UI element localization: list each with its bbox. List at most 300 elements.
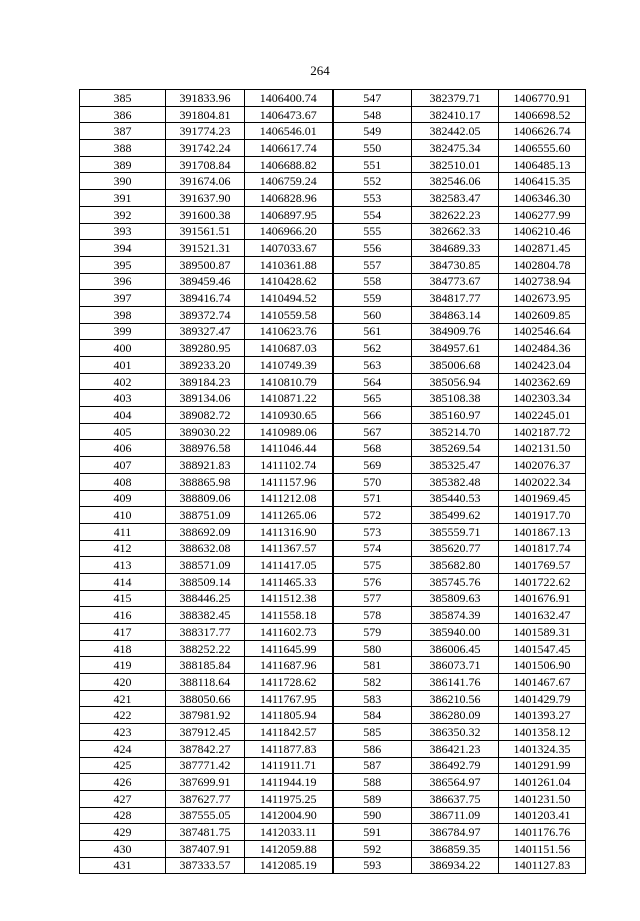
table-row (80, 690, 586, 707)
cell-y-coordinate: 1401547.45 (499, 640, 586, 657)
cell-x-coordinate: 388865.98 (166, 473, 245, 490)
cell-point-number: 581 (333, 657, 412, 674)
cell-x-coordinate: 388809.06 (166, 490, 245, 507)
cell-point-number: 424 (80, 740, 166, 757)
cell-point-number: 427 (80, 790, 166, 807)
cell-x-coordinate: 386006.45 (412, 640, 499, 657)
cell-point-number: 557 (333, 256, 412, 273)
cell-y-coordinate: 1410989.06 (245, 423, 333, 440)
cell-x-coordinate: 384817.77 (412, 290, 499, 307)
cell-x-coordinate: 389372.74 (166, 306, 245, 323)
table-row (80, 273, 586, 290)
cell-x-coordinate: 389184.23 (166, 373, 245, 390)
table-row (80, 173, 586, 190)
cell-y-coordinate: 1411157.96 (245, 473, 333, 490)
cell-y-coordinate: 1401291.99 (499, 757, 586, 774)
cell-x-coordinate: 384957.61 (412, 340, 499, 357)
cell-point-number: 389 (80, 156, 166, 173)
cell-x-coordinate: 382510.01 (412, 156, 499, 173)
cell-x-coordinate: 391774.23 (166, 123, 245, 140)
cell-point-number: 386 (80, 106, 166, 123)
table-row (80, 290, 586, 307)
cell-x-coordinate: 388446.25 (166, 590, 245, 607)
table-row (80, 807, 586, 824)
cell-point-number: 426 (80, 774, 166, 791)
cell-y-coordinate: 1402131.50 (499, 440, 586, 457)
table-row (80, 256, 586, 273)
cell-x-coordinate: 386859.35 (412, 840, 499, 857)
cell-y-coordinate: 1401358.12 (499, 724, 586, 741)
cell-point-number: 586 (333, 740, 412, 757)
cell-point-number: 568 (333, 440, 412, 457)
cell-point-number: 576 (333, 573, 412, 590)
cell-point-number: 398 (80, 306, 166, 323)
cell-point-number: 573 (333, 523, 412, 540)
cell-point-number: 391 (80, 190, 166, 207)
cell-x-coordinate: 385108.38 (412, 390, 499, 407)
cell-y-coordinate: 1411512.38 (245, 590, 333, 607)
cell-y-coordinate: 1401176.76 (499, 824, 586, 841)
cell-y-coordinate: 1406698.52 (499, 106, 586, 123)
cell-point-number: 577 (333, 590, 412, 607)
cell-point-number: 403 (80, 390, 166, 407)
cell-y-coordinate: 1406210.46 (499, 223, 586, 240)
cell-y-coordinate: 1411265.06 (245, 507, 333, 524)
cell-y-coordinate: 1401324.35 (499, 740, 586, 757)
cell-x-coordinate: 384773.67 (412, 273, 499, 290)
cell-y-coordinate: 1411212.08 (245, 490, 333, 507)
cell-y-coordinate: 1406400.74 (245, 90, 333, 107)
cell-y-coordinate: 1401867.13 (499, 523, 586, 540)
cell-y-coordinate: 1406759.24 (245, 173, 333, 190)
cell-y-coordinate: 1401817.74 (499, 540, 586, 557)
cell-x-coordinate: 386210.56 (412, 690, 499, 707)
coordinates-table-body (80, 90, 586, 874)
cell-point-number: 393 (80, 223, 166, 240)
cell-y-coordinate: 1406555.60 (499, 140, 586, 157)
table-row (80, 540, 586, 557)
cell-point-number: 588 (333, 774, 412, 791)
cell-x-coordinate: 385160.97 (412, 407, 499, 424)
cell-x-coordinate: 391561.51 (166, 223, 245, 240)
table-row (80, 473, 586, 490)
cell-y-coordinate: 1401676.91 (499, 590, 586, 607)
cell-x-coordinate: 386711.09 (412, 807, 499, 824)
cell-x-coordinate: 382622.23 (412, 206, 499, 223)
cell-x-coordinate: 385006.68 (412, 357, 499, 374)
cell-y-coordinate: 1401769.57 (499, 557, 586, 574)
table-row (80, 674, 586, 691)
cell-y-coordinate: 1412085.19 (245, 857, 333, 874)
cell-point-number: 429 (80, 824, 166, 841)
cell-x-coordinate: 387842.27 (166, 740, 245, 757)
cell-x-coordinate: 385440.53 (412, 490, 499, 507)
cell-x-coordinate: 386350.32 (412, 724, 499, 741)
table-row (80, 724, 586, 741)
cell-point-number: 574 (333, 540, 412, 557)
cell-y-coordinate: 1410494.52 (245, 290, 333, 307)
cell-y-coordinate: 1401231.50 (499, 790, 586, 807)
cell-y-coordinate: 1410361.88 (245, 256, 333, 273)
cell-point-number: 584 (333, 707, 412, 724)
cell-point-number: 592 (333, 840, 412, 857)
cell-y-coordinate: 1406473.67 (245, 106, 333, 123)
cell-y-coordinate: 1410930.65 (245, 407, 333, 424)
table-row (80, 440, 586, 457)
cell-point-number: 406 (80, 440, 166, 457)
cell-x-coordinate: 388692.09 (166, 523, 245, 540)
cell-y-coordinate: 1401203.41 (499, 807, 586, 824)
cell-point-number: 555 (333, 223, 412, 240)
cell-x-coordinate: 387333.57 (166, 857, 245, 874)
cell-point-number: 563 (333, 357, 412, 374)
cell-x-coordinate: 385382.48 (412, 473, 499, 490)
cell-x-coordinate: 386564.97 (412, 774, 499, 791)
cell-y-coordinate: 1406688.82 (245, 156, 333, 173)
cell-x-coordinate: 388509.14 (166, 573, 245, 590)
cell-point-number: 583 (333, 690, 412, 707)
table-row (80, 790, 586, 807)
cell-x-coordinate: 382410.17 (412, 106, 499, 123)
cell-point-number: 388 (80, 140, 166, 157)
table-row (80, 240, 586, 257)
cell-x-coordinate: 382379.71 (412, 90, 499, 107)
cell-x-coordinate: 388050.66 (166, 690, 245, 707)
cell-point-number: 385 (80, 90, 166, 107)
cell-point-number: 567 (333, 423, 412, 440)
cell-x-coordinate: 385745.76 (412, 573, 499, 590)
table-row (80, 757, 586, 774)
cell-x-coordinate: 391637.90 (166, 190, 245, 207)
table-row (80, 123, 586, 140)
cell-x-coordinate: 385874.39 (412, 607, 499, 624)
cell-y-coordinate: 1410623.76 (245, 323, 333, 340)
table-row (80, 190, 586, 207)
cell-x-coordinate: 385269.54 (412, 440, 499, 457)
cell-y-coordinate: 1410428.62 (245, 273, 333, 290)
cell-x-coordinate: 388382.45 (166, 607, 245, 624)
table-row (80, 340, 586, 357)
cell-point-number: 580 (333, 640, 412, 657)
cell-point-number: 416 (80, 607, 166, 624)
cell-y-coordinate: 1402022.34 (499, 473, 586, 490)
cell-y-coordinate: 1411417.05 (245, 557, 333, 574)
table-row (80, 357, 586, 374)
cell-x-coordinate: 385214.70 (412, 423, 499, 440)
cell-point-number: 407 (80, 457, 166, 474)
cell-y-coordinate: 1402423.04 (499, 357, 586, 374)
cell-y-coordinate: 1407033.67 (245, 240, 333, 257)
cell-y-coordinate: 1411602.73 (245, 624, 333, 641)
cell-x-coordinate: 386073.71 (412, 657, 499, 674)
cell-y-coordinate: 1402546.64 (499, 323, 586, 340)
cell-y-coordinate: 1402804.78 (499, 256, 586, 273)
cell-point-number: 390 (80, 173, 166, 190)
cell-point-number: 560 (333, 306, 412, 323)
cell-point-number: 396 (80, 273, 166, 290)
cell-point-number: 419 (80, 657, 166, 674)
cell-x-coordinate: 391600.38 (166, 206, 245, 223)
table-row (80, 373, 586, 390)
cell-point-number: 591 (333, 824, 412, 841)
cell-point-number: 418 (80, 640, 166, 657)
cell-x-coordinate: 386492.79 (412, 757, 499, 774)
table-row (80, 707, 586, 724)
cell-point-number: 579 (333, 624, 412, 641)
cell-point-number: 578 (333, 607, 412, 624)
cell-y-coordinate: 1401632.47 (499, 607, 586, 624)
table-row (80, 523, 586, 540)
cell-point-number: 387 (80, 123, 166, 140)
cell-y-coordinate: 1411316.90 (245, 523, 333, 540)
cell-y-coordinate: 1406617.74 (245, 140, 333, 157)
cell-x-coordinate: 391833.96 (166, 90, 245, 107)
cell-y-coordinate: 1401151.56 (499, 840, 586, 857)
table-row (80, 90, 586, 107)
cell-x-coordinate: 389500.87 (166, 256, 245, 273)
cell-point-number: 570 (333, 473, 412, 490)
cell-x-coordinate: 389280.95 (166, 340, 245, 357)
cell-y-coordinate: 1401429.79 (499, 690, 586, 707)
cell-y-coordinate: 1412059.88 (245, 840, 333, 857)
cell-y-coordinate: 1401506.90 (499, 657, 586, 674)
table-row (80, 206, 586, 223)
cell-y-coordinate: 1401261.04 (499, 774, 586, 791)
cell-y-coordinate: 1406415.35 (499, 173, 586, 190)
cell-point-number: 410 (80, 507, 166, 524)
cell-x-coordinate: 388118.64 (166, 674, 245, 691)
cell-y-coordinate: 1412004.90 (245, 807, 333, 824)
cell-x-coordinate: 385559.71 (412, 523, 499, 540)
cell-x-coordinate: 385499.62 (412, 507, 499, 524)
cell-point-number: 395 (80, 256, 166, 273)
cell-point-number: 548 (333, 106, 412, 123)
cell-point-number: 402 (80, 373, 166, 390)
cell-y-coordinate: 1411645.99 (245, 640, 333, 657)
cell-x-coordinate: 388921.83 (166, 457, 245, 474)
cell-point-number: 552 (333, 173, 412, 190)
cell-y-coordinate: 1406277.99 (499, 206, 586, 223)
cell-y-coordinate: 1402871.45 (499, 240, 586, 257)
cell-x-coordinate: 386934.22 (412, 857, 499, 874)
cell-x-coordinate: 387627.77 (166, 790, 245, 807)
page-number: 264 (310, 63, 330, 78)
table-row (80, 774, 586, 791)
cell-point-number: 571 (333, 490, 412, 507)
table-row (80, 106, 586, 123)
cell-x-coordinate: 391708.84 (166, 156, 245, 173)
table-row (80, 423, 586, 440)
cell-point-number: 404 (80, 407, 166, 424)
cell-x-coordinate: 391674.06 (166, 173, 245, 190)
table-row (80, 824, 586, 841)
cell-y-coordinate: 1410687.03 (245, 340, 333, 357)
cell-x-coordinate: 388317.77 (166, 624, 245, 641)
cell-x-coordinate: 387912.45 (166, 724, 245, 741)
cell-y-coordinate: 1411842.57 (245, 724, 333, 741)
cell-point-number: 413 (80, 557, 166, 574)
cell-y-coordinate: 1406485.13 (499, 156, 586, 173)
cell-point-number: 565 (333, 390, 412, 407)
cell-x-coordinate: 389327.47 (166, 323, 245, 340)
cell-point-number: 409 (80, 490, 166, 507)
table-row (80, 607, 586, 624)
cell-point-number: 397 (80, 290, 166, 307)
cell-point-number: 405 (80, 423, 166, 440)
cell-point-number: 417 (80, 624, 166, 641)
cell-x-coordinate: 391742.24 (166, 140, 245, 157)
cell-point-number: 569 (333, 457, 412, 474)
cell-x-coordinate: 387481.75 (166, 824, 245, 841)
cell-x-coordinate: 385682.80 (412, 557, 499, 574)
cell-point-number: 430 (80, 840, 166, 857)
cell-y-coordinate: 1411805.94 (245, 707, 333, 724)
cell-point-number: 415 (80, 590, 166, 607)
table-row (80, 590, 586, 607)
cell-point-number: 421 (80, 690, 166, 707)
table-row (80, 857, 586, 874)
cell-y-coordinate: 1410559.58 (245, 306, 333, 323)
cell-point-number: 420 (80, 674, 166, 691)
cell-point-number: 549 (333, 123, 412, 140)
cell-point-number: 590 (333, 807, 412, 824)
cell-point-number: 566 (333, 407, 412, 424)
cell-y-coordinate: 1401467.67 (499, 674, 586, 691)
cell-x-coordinate: 385940.00 (412, 624, 499, 641)
cell-point-number: 572 (333, 507, 412, 524)
cell-y-coordinate: 1406897.95 (245, 206, 333, 223)
cell-point-number: 559 (333, 290, 412, 307)
table-row (80, 457, 586, 474)
cell-x-coordinate: 388252.22 (166, 640, 245, 657)
cell-x-coordinate: 385056.94 (412, 373, 499, 390)
cell-point-number: 425 (80, 757, 166, 774)
cell-y-coordinate: 1401917.70 (499, 507, 586, 524)
table-row (80, 573, 586, 590)
cell-point-number: 564 (333, 373, 412, 390)
cell-y-coordinate: 1402245.01 (499, 407, 586, 424)
cell-y-coordinate: 1406346.30 (499, 190, 586, 207)
cell-x-coordinate: 382546.06 (412, 173, 499, 190)
cell-point-number: 547 (333, 90, 412, 107)
cell-x-coordinate: 389416.74 (166, 290, 245, 307)
cell-x-coordinate: 388976.58 (166, 440, 245, 457)
cell-point-number: 562 (333, 340, 412, 357)
cell-x-coordinate: 384909.76 (412, 323, 499, 340)
cell-y-coordinate: 1410749.39 (245, 357, 333, 374)
cell-point-number: 399 (80, 323, 166, 340)
cell-y-coordinate: 1411728.62 (245, 674, 333, 691)
cell-point-number: 412 (80, 540, 166, 557)
cell-x-coordinate: 384689.33 (412, 240, 499, 257)
cell-point-number: 392 (80, 206, 166, 223)
table-row (80, 223, 586, 240)
cell-x-coordinate: 386784.97 (412, 824, 499, 841)
cell-x-coordinate: 387555.05 (166, 807, 245, 824)
cell-x-coordinate: 382475.34 (412, 140, 499, 157)
cell-point-number: 401 (80, 357, 166, 374)
cell-point-number: 558 (333, 273, 412, 290)
cell-point-number: 585 (333, 724, 412, 741)
cell-y-coordinate: 1401589.31 (499, 624, 586, 641)
cell-y-coordinate: 1411687.96 (245, 657, 333, 674)
cell-y-coordinate: 1411767.95 (245, 690, 333, 707)
cell-y-coordinate: 1411911.71 (245, 757, 333, 774)
cell-x-coordinate: 382442.05 (412, 123, 499, 140)
cell-x-coordinate: 386141.76 (412, 674, 499, 691)
table-row (80, 557, 586, 574)
table-row (80, 323, 586, 340)
cell-x-coordinate: 387699.91 (166, 774, 245, 791)
cell-y-coordinate: 1406626.74 (499, 123, 586, 140)
cell-x-coordinate: 382662.33 (412, 223, 499, 240)
cell-y-coordinate: 1402303.34 (499, 390, 586, 407)
cell-y-coordinate: 1402484.36 (499, 340, 586, 357)
cell-y-coordinate: 1402609.85 (499, 306, 586, 323)
table-row (80, 407, 586, 424)
cell-point-number: 582 (333, 674, 412, 691)
cell-x-coordinate: 385325.47 (412, 457, 499, 474)
table-row (80, 640, 586, 657)
cell-y-coordinate: 1411558.18 (245, 607, 333, 624)
cell-y-coordinate: 1402738.94 (499, 273, 586, 290)
cell-x-coordinate: 384730.85 (412, 256, 499, 273)
table-row (80, 390, 586, 407)
cell-x-coordinate: 389030.22 (166, 423, 245, 440)
table-row (80, 840, 586, 857)
cell-x-coordinate: 387407.91 (166, 840, 245, 857)
cell-point-number: 423 (80, 724, 166, 741)
cell-y-coordinate: 1411975.25 (245, 790, 333, 807)
cell-point-number: 561 (333, 323, 412, 340)
cell-point-number: 411 (80, 523, 166, 540)
cell-x-coordinate: 388185.84 (166, 657, 245, 674)
cell-y-coordinate: 1401127.83 (499, 857, 586, 874)
cell-x-coordinate: 384863.14 (412, 306, 499, 323)
cell-y-coordinate: 1412033.11 (245, 824, 333, 841)
cell-x-coordinate: 388571.09 (166, 557, 245, 574)
cell-x-coordinate: 387771.42 (166, 757, 245, 774)
cell-y-coordinate: 1402076.37 (499, 457, 586, 474)
cell-y-coordinate: 1411877.83 (245, 740, 333, 757)
table-row (80, 740, 586, 757)
coordinates-table (79, 89, 586, 874)
cell-x-coordinate: 389082.72 (166, 407, 245, 424)
cell-y-coordinate: 1411367.57 (245, 540, 333, 557)
cell-y-coordinate: 1402187.72 (499, 423, 586, 440)
cell-point-number: 431 (80, 857, 166, 874)
cell-y-coordinate: 1402673.95 (499, 290, 586, 307)
cell-y-coordinate: 1402362.69 (499, 373, 586, 390)
cell-point-number: 414 (80, 573, 166, 590)
cell-y-coordinate: 1406770.91 (499, 90, 586, 107)
cell-y-coordinate: 1406546.01 (245, 123, 333, 140)
cell-x-coordinate: 385809.63 (412, 590, 499, 607)
cell-x-coordinate: 385620.77 (412, 540, 499, 557)
cell-point-number: 408 (80, 473, 166, 490)
cell-x-coordinate: 388751.09 (166, 507, 245, 524)
cell-y-coordinate: 1401393.27 (499, 707, 586, 724)
cell-x-coordinate: 391804.81 (166, 106, 245, 123)
cell-point-number: 554 (333, 206, 412, 223)
cell-x-coordinate: 382583.47 (412, 190, 499, 207)
cell-point-number: 575 (333, 557, 412, 574)
cell-y-coordinate: 1411046.44 (245, 440, 333, 457)
cell-y-coordinate: 1401722.62 (499, 573, 586, 590)
table-row (80, 306, 586, 323)
cell-x-coordinate: 386421.23 (412, 740, 499, 757)
table-row (80, 156, 586, 173)
